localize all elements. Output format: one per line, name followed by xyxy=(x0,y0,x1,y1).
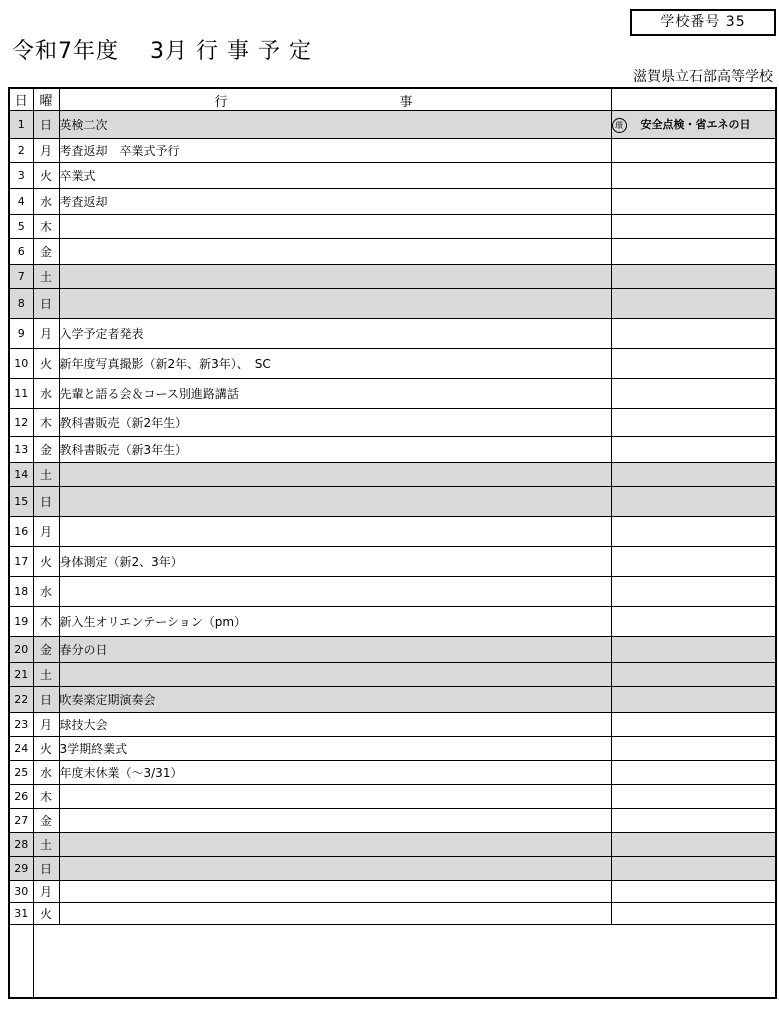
weekday-cell: 金 xyxy=(33,239,59,265)
school-number-box: 学校番号 35 xyxy=(630,9,776,36)
table-row xyxy=(9,379,776,409)
table-row xyxy=(9,903,776,925)
table-row xyxy=(9,663,776,687)
note-cell xyxy=(611,785,776,809)
weekday-cell: 水 xyxy=(33,761,59,785)
table-row xyxy=(9,139,776,163)
event-cell: 新入生オリエンテーション（pm） xyxy=(59,607,611,637)
event-cell: 教科書販売（新2年生） xyxy=(59,409,611,437)
schedule-table xyxy=(8,87,777,999)
day-cell: 31 xyxy=(9,903,33,925)
note-cell xyxy=(611,833,776,857)
table-row xyxy=(9,289,776,319)
event-column-header xyxy=(59,88,611,111)
day-cell: 16 xyxy=(9,517,33,547)
table-row xyxy=(9,349,776,379)
note-cell xyxy=(611,463,776,487)
day-cell: 9 xyxy=(9,319,33,349)
weekday-cell: 土 xyxy=(33,833,59,857)
event-cell xyxy=(59,463,611,487)
day-cell: 22 xyxy=(9,687,33,713)
day-cell: 19 xyxy=(9,607,33,637)
weekday-cell: 日 xyxy=(33,289,59,319)
note-cell xyxy=(611,349,776,379)
table-row xyxy=(9,833,776,857)
day-cell: 24 xyxy=(9,737,33,761)
day-cell: 6 xyxy=(9,239,33,265)
table-row xyxy=(9,319,776,349)
table-row xyxy=(9,239,776,265)
weekday-cell: 金 xyxy=(33,437,59,463)
weekday-cell: 土 xyxy=(33,265,59,289)
note-cell xyxy=(611,903,776,925)
weekday-cell: 水 xyxy=(33,577,59,607)
table-row xyxy=(9,881,776,903)
day-cell: 27 xyxy=(9,809,33,833)
weekday-cell: 火 xyxy=(33,349,59,379)
note-cell xyxy=(611,289,776,319)
event-cell xyxy=(59,265,611,289)
weekday-cell: 火 xyxy=(33,737,59,761)
note-cell xyxy=(611,809,776,833)
weekday-cell: 水 xyxy=(33,189,59,215)
day-cell: 15 xyxy=(9,487,33,517)
environment-mark-icon: 環 xyxy=(612,118,627,133)
day-cell: 21 xyxy=(9,663,33,687)
event-cell: 入学予定者発表 xyxy=(59,319,611,349)
event-cell xyxy=(59,239,611,265)
weekday-cell: 月 xyxy=(33,713,59,737)
table-row xyxy=(9,809,776,833)
table-row xyxy=(9,265,776,289)
event-cell xyxy=(59,785,611,809)
note-cell xyxy=(611,547,776,577)
weekday-cell: 月 xyxy=(33,139,59,163)
note-cell xyxy=(611,663,776,687)
note-cell xyxy=(611,409,776,437)
day-cell: 23 xyxy=(9,713,33,737)
table-row xyxy=(9,687,776,713)
weekday-column-header: 曜 xyxy=(33,88,59,111)
note-cell xyxy=(611,437,776,463)
weekday-cell: 木 xyxy=(33,215,59,239)
table-row xyxy=(9,409,776,437)
event-cell xyxy=(59,809,611,833)
note-cell xyxy=(611,761,776,785)
table-row xyxy=(9,857,776,881)
table-row xyxy=(9,215,776,239)
event-cell: 新年度写真撮影（新2年、新3年）、 SC xyxy=(59,349,611,379)
event-cell xyxy=(59,487,611,517)
table-row xyxy=(9,463,776,487)
memo-margin-cell xyxy=(9,925,33,999)
table-row xyxy=(9,761,776,785)
weekday-cell: 火 xyxy=(33,163,59,189)
note-cell xyxy=(611,607,776,637)
event-cell xyxy=(59,215,611,239)
table-row xyxy=(9,547,776,577)
event-cell xyxy=(59,517,611,547)
memo-row xyxy=(9,925,776,999)
note-cell xyxy=(611,215,776,239)
event-cell xyxy=(59,289,611,319)
note-cell xyxy=(611,713,776,737)
note-cell xyxy=(611,239,776,265)
weekday-cell: 日 xyxy=(33,111,59,139)
event-cell: 身体測定（新2、3年） xyxy=(59,547,611,577)
weekday-cell: 土 xyxy=(33,663,59,687)
weekday-cell: 土 xyxy=(33,463,59,487)
weekday-cell: 火 xyxy=(33,547,59,577)
event-cell: 教科書販売（新3年生） xyxy=(59,437,611,463)
note-cell xyxy=(611,737,776,761)
note-text: 安全点検・省エネの日 xyxy=(640,118,751,132)
day-cell: 17 xyxy=(9,547,33,577)
note-cell xyxy=(611,189,776,215)
table-row xyxy=(9,737,776,761)
day-cell: 5 xyxy=(9,215,33,239)
note-cell xyxy=(611,163,776,189)
weekday-cell: 木 xyxy=(33,409,59,437)
day-cell: 30 xyxy=(9,881,33,903)
table-row xyxy=(9,163,776,189)
note-cell xyxy=(611,881,776,903)
day-cell: 1 xyxy=(9,111,33,139)
school-name: 滋賀県立石部高等学校 xyxy=(633,69,773,85)
memo-cell xyxy=(33,925,776,999)
table-row xyxy=(9,189,776,215)
day-cell: 29 xyxy=(9,857,33,881)
document-title: 令和7年度 3月 行 事 予 定 xyxy=(12,39,312,64)
note-cell xyxy=(611,637,776,663)
event-cell: 考査返却 xyxy=(59,189,611,215)
event-cell: 考査返却 卒業式予行 xyxy=(59,139,611,163)
event-header-char-2: 事 xyxy=(399,95,413,110)
note-cell xyxy=(611,517,776,547)
day-cell: 3 xyxy=(9,163,33,189)
event-cell xyxy=(59,857,611,881)
table-row xyxy=(9,487,776,517)
schedule-rows xyxy=(9,111,776,999)
day-cell: 28 xyxy=(9,833,33,857)
weekday-cell: 日 xyxy=(33,687,59,713)
day-cell: 2 xyxy=(9,139,33,163)
weekday-cell: 木 xyxy=(33,607,59,637)
day-cell: 8 xyxy=(9,289,33,319)
weekday-cell: 日 xyxy=(33,487,59,517)
day-cell: 10 xyxy=(9,349,33,379)
weekday-cell: 日 xyxy=(33,857,59,881)
table-row xyxy=(9,437,776,463)
table-row xyxy=(9,713,776,737)
day-column-header: 日 xyxy=(9,88,33,111)
event-cell: 年度末休業（～3/31） xyxy=(59,761,611,785)
note-cell xyxy=(611,379,776,409)
event-cell xyxy=(59,903,611,925)
day-cell: 25 xyxy=(9,761,33,785)
day-cell: 18 xyxy=(9,577,33,607)
day-cell: 12 xyxy=(9,409,33,437)
event-cell: 3学期終業式 xyxy=(59,737,611,761)
note-cell xyxy=(611,319,776,349)
event-cell: 春分の日 xyxy=(59,637,611,663)
event-cell: 卒業式 xyxy=(59,163,611,189)
note-cell xyxy=(611,111,776,139)
day-cell: 11 xyxy=(9,379,33,409)
event-cell xyxy=(59,881,611,903)
day-cell: 7 xyxy=(9,265,33,289)
event-cell: 球技大会 xyxy=(59,713,611,737)
note-cell xyxy=(611,687,776,713)
event-cell: 先輩と語る会＆コース別進路講話 xyxy=(59,379,611,409)
note-column-header xyxy=(611,88,776,111)
table-row xyxy=(9,577,776,607)
event-header-char-1: 行 xyxy=(214,95,228,110)
weekday-cell: 月 xyxy=(33,517,59,547)
table-header-row xyxy=(9,88,776,111)
weekday-cell: 木 xyxy=(33,785,59,809)
note-cell xyxy=(611,577,776,607)
day-cell: 13 xyxy=(9,437,33,463)
note-cell xyxy=(611,487,776,517)
table-row xyxy=(9,517,776,547)
note-cell xyxy=(611,857,776,881)
day-cell: 20 xyxy=(9,637,33,663)
weekday-cell: 月 xyxy=(33,881,59,903)
table-row xyxy=(9,637,776,663)
weekday-cell: 火 xyxy=(33,903,59,925)
weekday-cell: 金 xyxy=(33,809,59,833)
weekday-cell: 月 xyxy=(33,319,59,349)
event-cell xyxy=(59,833,611,857)
note-cell xyxy=(611,265,776,289)
event-cell: 英検二次 xyxy=(59,111,611,139)
table-row xyxy=(9,111,776,139)
note-cell xyxy=(611,139,776,163)
table-row xyxy=(9,785,776,809)
table-row xyxy=(9,607,776,637)
weekday-cell: 金 xyxy=(33,637,59,663)
day-cell: 14 xyxy=(9,463,33,487)
event-cell xyxy=(59,663,611,687)
event-cell xyxy=(59,577,611,607)
weekday-cell: 水 xyxy=(33,379,59,409)
event-cell: 吹奏楽定期演奏会 xyxy=(59,687,611,713)
day-cell: 26 xyxy=(9,785,33,809)
day-cell: 4 xyxy=(9,189,33,215)
